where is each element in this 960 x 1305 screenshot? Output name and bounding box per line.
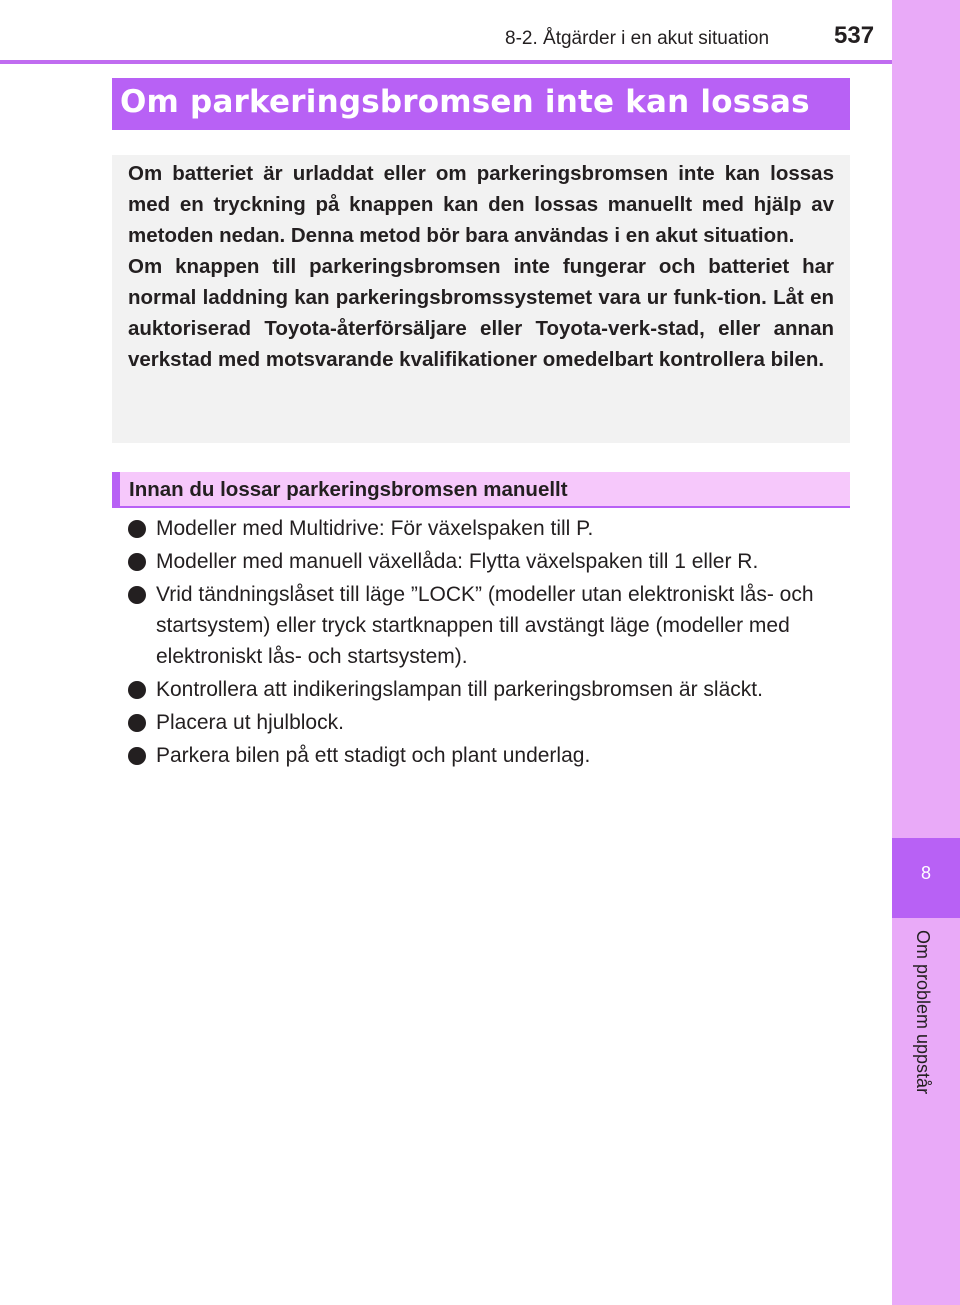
list-item-text: Vrid tändningslåset till läge ”LOCK” (modeller utan elektroniskt lås- och startsystem) eller tryck startknappen till avstängt läge (modeller med elektroniskt lås- och startsystem). — [156, 583, 814, 668]
page-title: Om parkeringsbromsen inte kan lossas — [112, 78, 850, 130]
chapter-title: Om problem uppstår — [913, 930, 933, 1095]
list-item — [126, 740, 848, 771]
list-item-text: Modeller med manuell växellåda: Flytta växelspaken till 1 eller R. — [156, 550, 759, 573]
list-item — [126, 513, 848, 544]
list-item-text: Parkera bilen på ett stadigt och plant underlag. — [156, 744, 591, 767]
header-divider — [0, 60, 892, 64]
instruction-list — [126, 513, 848, 773]
list-item — [126, 546, 848, 577]
page-number: 537 — [834, 22, 875, 49]
list-item — [126, 674, 848, 705]
list-item — [126, 579, 848, 672]
bullet-icon — [128, 553, 146, 571]
list-item — [126, 707, 848, 738]
notice-box — [112, 155, 850, 443]
bullet-icon — [128, 747, 146, 765]
section-header: 8-2. Åtgärder i en akut situation — [505, 28, 770, 49]
bullet-icon — [128, 586, 146, 604]
chapter-number: 8 — [892, 838, 960, 918]
list-item-text: Kontrollera att indikeringslampan till parkeringsbromsen är släckt. — [156, 678, 763, 701]
notice-paragraph: Om batteriet är urladdat eller om parkeringsbromsen inte kan lossas med en tryckning på knappen kan den lossas manuellt med hjälp av metoden nedan. Denna metod bör bara användas i en akut situation. — [128, 162, 834, 247]
list-item-text: Modeller med Multidrive: För växelspaken till P. — [156, 517, 594, 540]
list-item-text: Placera ut hjulblock. — [156, 711, 344, 734]
section-subheading: Innan du lossar parkeringsbromsen manuellt — [112, 472, 850, 508]
notice-paragraph: Om knappen till parkeringsbromsen inte fungerar och batteriet har normal laddning kan parkeringsbromssystemet vara ur funk-tion. Låt en auktoriserad Toyota-återförsäljare eller Toyota-verk-stad, eller annan verkstad med motsvarande kvalifikationer omedelbart kontrollera bilen. — [128, 255, 834, 371]
bullet-icon — [128, 714, 146, 732]
bullet-icon — [128, 681, 146, 699]
chapter-side-tab — [892, 0, 960, 1305]
bullet-icon — [128, 520, 146, 538]
